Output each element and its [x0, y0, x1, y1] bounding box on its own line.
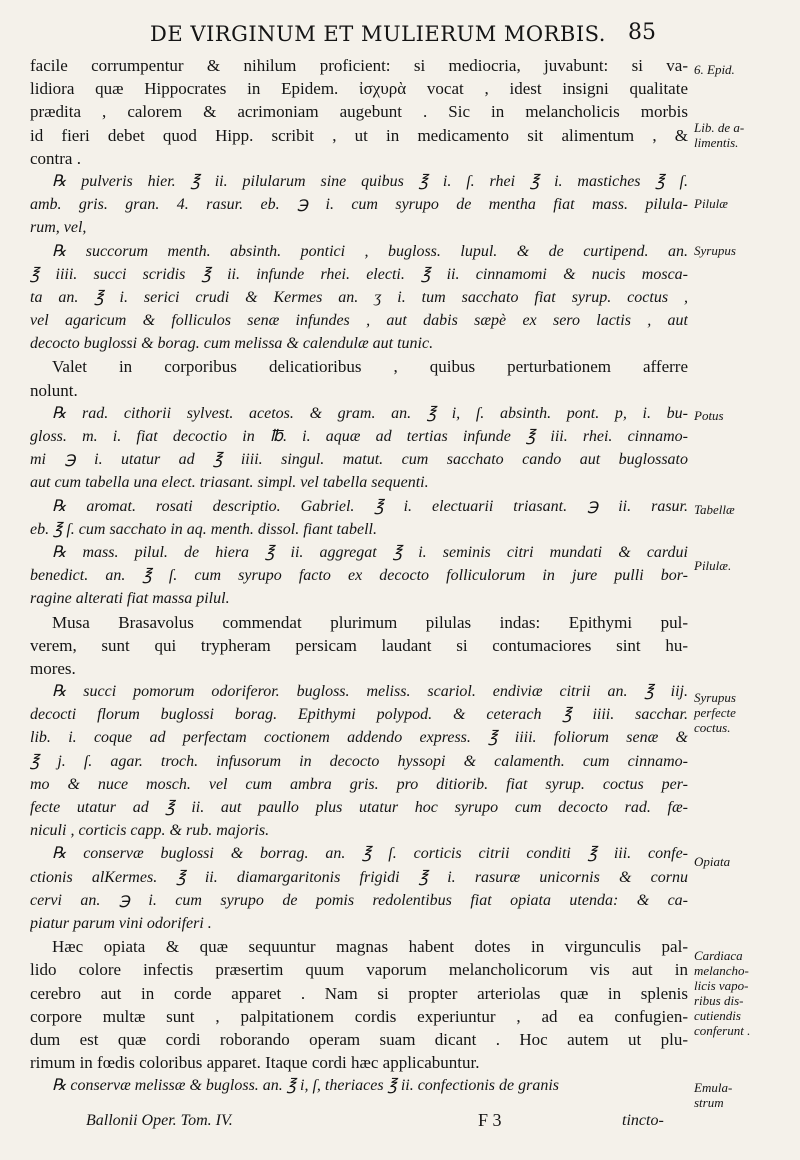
- text-line: lidiora quæ Hippocrates in Epidem. ἰσχυρὰ vocat , idest insigni qualitate: [30, 79, 688, 99]
- signature-mark: F 3: [478, 1110, 502, 1130]
- margin-note: Pilulæ.: [694, 558, 732, 573]
- text-line: mores.: [30, 658, 76, 678]
- recipe-line: ragine alterati fiat massa pilul.: [30, 590, 230, 608]
- main-text: [30, 54, 688, 1097]
- recipe-line: ℞ succi pomorum odoriferor. bugloss. meliss. scariol. endiviæ citrii an. ℥ iij.: [52, 683, 688, 701]
- recipe-line: ℞ mass. pilul. de hiera ℥ ii. aggregat ℥ i. seminis citri mundati & cardui: [52, 543, 688, 561]
- recipe-line: eb. ℥ ſ. cum sacchato in aq. menth. dissol. fiant tabell.: [30, 520, 377, 538]
- text-line: corpore multæ sunt , palpitationem cordis experiuntur , ad ea confugien-: [30, 1006, 688, 1026]
- recipe-line: ℞ conservæ buglossi & borrag. an. ℥ ſ. corticis citrii conditi ℥ iii. confe-: [52, 845, 688, 863]
- recipe-line: piatur parum vini odoriferi .: [30, 914, 212, 932]
- margin-note: Potus: [694, 408, 724, 423]
- recipe-line: ℥ j. ſ. agar. troch. infusorum in decocto hyssopi & calamenth. cum cinnamo-: [30, 752, 688, 770]
- margin-note: Cardiaca melancho- licis vapo- ribus dis- cutiendis conferunt .: [694, 948, 751, 1038]
- recipe-line: benedict. an. ℥ ſ. cum syrupo facto ex decocto folliculorum in jure pulli bor-: [30, 567, 688, 585]
- recipe-line: decocto buglossi & borag. cum melissa & calendulæ aut tunic.: [30, 335, 434, 353]
- text-line: id fieri debet quod Hipp. scribit , ut in medicamento sit alimentum , &: [30, 125, 688, 145]
- text-line: Valet in corporibus delicatioribus , quibus perturbationem afferre: [52, 357, 688, 377]
- recipe-line: ℞ succorum menth. absinth. pontici , bugloss. lupul. & de curtipend. an.: [52, 242, 688, 260]
- recipe-line: aut cum tabella una elect. triasant. simpl. vel tabella sequenti.: [30, 474, 429, 492]
- recipe-line: rum, vel,: [30, 219, 87, 237]
- recipe-line: amb. gris. gran. 4. rasur. eb. ℈ i. cum syrupo de mentha fiat mass. pilula-: [30, 196, 688, 214]
- running-head: DE VIRGINUM ET MULIERUM MORBIS.: [150, 22, 606, 46]
- recipe-line: lib. i. coque ad perfectam coctionem addendo express. ℥ iiii. foliorum senæ &: [30, 729, 688, 747]
- margin-note: Pilulæ: [694, 196, 728, 211]
- text-line: lido colore infectis præsertim quum vaporum melancholicorum vis aut in: [30, 960, 688, 980]
- recipe-line: niculi , corticis capp. & rub. majoris.: [30, 822, 270, 840]
- recipe-line: mo & nuce mosch. vel cum ambra gris. pro ditiorib. fiat syrup. coctus per-: [30, 775, 688, 793]
- margin-note: Opiata: [694, 854, 731, 869]
- recipe-line: ta an. ℥ i. serici crudi & Kermes an. ʒ i. tum sacchato fiat syrup. coctus ,: [30, 288, 688, 306]
- recipe-line: decocti florum buglossi borag. Epithymi polypod. & ceterach ℥ iiii. sacchar.: [30, 706, 688, 724]
- text-line: nolunt.: [30, 380, 78, 400]
- margin-note: Syrupus perfecte coctus.: [694, 690, 736, 735]
- recipe-line: ℞ conservæ melissæ & bugloss. an. ℥ i, ſ, theriaces ℥ ii. confectionis de granis: [52, 1077, 560, 1095]
- recipe-line: cervi an. ℈ i. cum syrupo de pomis redolentibus fiat opiata utenda: & ca-: [30, 891, 688, 909]
- text-line: cerebro aut in corde apparet . Nam si propter arteriolas quæ in splenis: [30, 983, 688, 1003]
- text-line: prædita , calorem & acrimoniam augebunt . Sic in melancholicis morbis: [30, 102, 688, 122]
- margin-note: Lib. de a- limentis.: [694, 120, 745, 150]
- text-line: facile corrumpentur & nihilum proficient: si mediocria, juvabunt: si va-: [30, 56, 688, 75]
- recipe-line: gloss. m. i. fiat decoctio in ℔. i. aquæ ad tertias infunde ℥ iii. rhei. cinnamo-: [30, 428, 688, 445]
- page-number: 85: [628, 20, 656, 45]
- recipe-line: ctionis alKermes. ℥ ii. diamargaritonis frigidi ℥ i. rasuræ unicornis & cornu: [30, 868, 688, 886]
- text-line: verem, sunt qui trypheram persicam laudant si contumaciores sint hu-: [30, 635, 688, 655]
- text-line: Musa Brasavolus commendat plurimum pilulas indas: Epithymi pul-: [52, 612, 688, 632]
- recipe-line: mi ℈ i. utatur ad ℥ iiii. singul. matut. cum sacchato cando aut buglossato: [30, 451, 688, 469]
- recipe-line: ℞ rad. cithorii sylvest. acetos. & gram. an. ℥ i, ſ. absinth. pont. p, i. bu-: [52, 404, 688, 422]
- catchword: tincto-: [622, 1112, 664, 1129]
- recipe-line: ℞ pulveris hier. ℥ ii. pilularum sine quibus ℥ i. ſ. rhei ℥ i. mastiches ℥ ſ.: [52, 172, 688, 190]
- margin-note: Syrupus: [694, 243, 736, 258]
- footer-title: Ballonii Oper. Tom. IV.: [86, 1112, 233, 1129]
- text-line: contra .: [30, 148, 81, 168]
- margin-note: Emula- strum: [694, 1080, 733, 1110]
- recipe-line: vel agaricum & folliculos senæ infundes , aut dabis sæpè ex sero lactis , aut: [30, 312, 688, 330]
- text-line: rimum in fœdis coloribus apparet. Itaque cordi hæc applicabuntur.: [30, 1053, 480, 1073]
- recipe-line: ℞ aromat. rosati descriptio. Gabriel. ℥ i. electuarii triasant. ℈ ii. rasur.: [52, 497, 688, 515]
- text-line: Hæc opiata & quæ sequuntur magnas habent dotes in virgunculis pal-: [52, 937, 688, 957]
- margin-note: Tabellæ: [694, 502, 735, 517]
- text-line: dum est quæ cordi roborando operam suam dicant . Hoc autem ut plu-: [30, 1029, 688, 1049]
- recipe-line: ℥ iiii. succi scridis ℥ ii. infunde rhei. electi. ℥ ii. cinnamomi & nucis mosca-: [30, 265, 688, 283]
- recipe-line: fecte utatur ad ℥ ii. aut paullo plus utatur hoc syrupo cum decocto rad. fæ-: [30, 799, 688, 816]
- margin-note: 6. Epid.: [694, 62, 735, 77]
